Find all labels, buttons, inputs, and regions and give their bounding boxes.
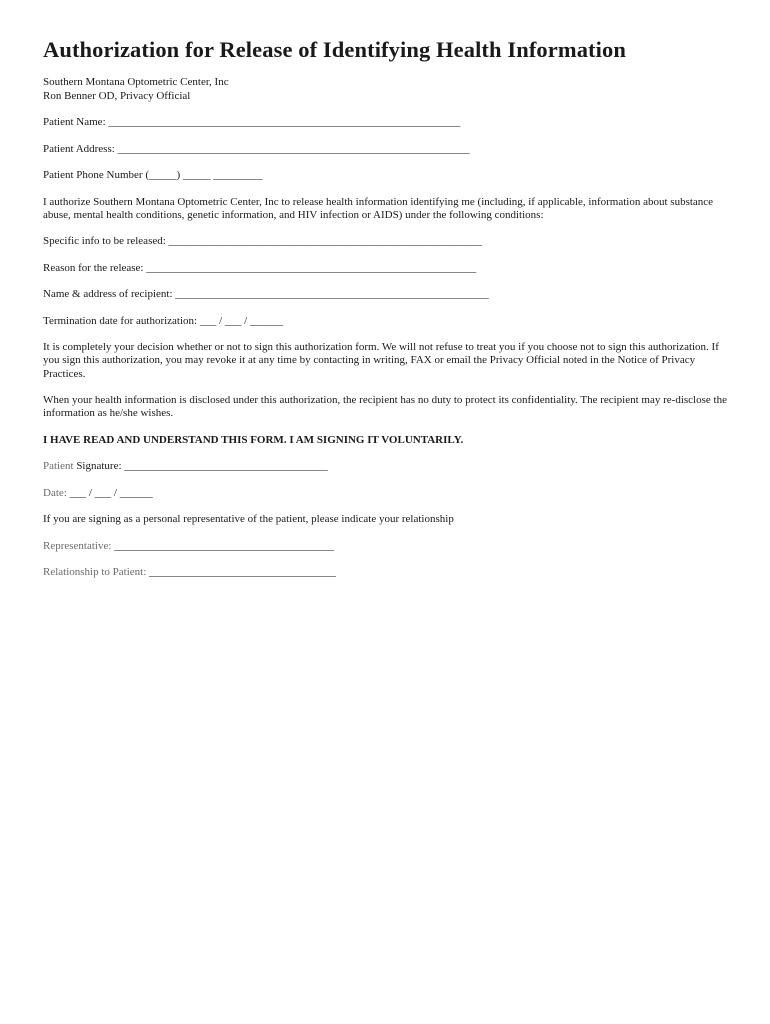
date-label: Date: [43,486,67,499]
patient-name-field[interactable] [43,116,733,130]
patient-signature-label-prefix: Patient [43,460,74,473]
relationship-label: Relationship to Patient: [43,566,147,579]
termination-date-field[interactable] [43,315,733,329]
recipient-field[interactable] [43,288,733,302]
patient-signature-label: Signature: [73,460,122,473]
specific-info-field[interactable] [43,235,733,249]
patient-signature-field[interactable] [43,460,733,474]
termination-date-blank[interactable]: ___ / ___ / ______ [197,314,283,327]
patient-address-field[interactable] [43,143,733,157]
patient-name-label: Patient Name: [43,116,106,128]
patient-phone-label: Patient Phone Number [43,169,143,181]
disclosure-paragraph: When your health information is disclosed under this authorization, the recipient has no duty to protect its confidentiality. The recipient may re-disclose the information as he/she wishes. [43,393,727,420]
privacy-official: Ron Benner OD, Privacy Official [43,89,191,102]
patient-signature-blank[interactable]: _____________________________________ [121,460,328,473]
org-name: Southern Montana Optometric Center, Inc [43,76,229,88]
acknowledgement-statement: I HAVE READ AND UNDERSTAND THIS FORM. I AM SIGNING IT VOLUNTARILY. [43,433,464,446]
patient-address-label: Patient Address: [43,142,115,155]
patient-phone-blank[interactable]: (_____) _____ _________ [142,169,263,181]
representative-field[interactable] [43,540,733,554]
specific-info-blank[interactable]: _________________________________________________________ [165,235,483,248]
decision-paragraph: It is completely your decision whether or not to sign this authorization form. We will not refuse to treat you if you choose not to sign this authorization. If you sign this authorization, you may revoke it at any time by contacting in writing, FAX or email the Privacy Official noted in the Notice of Privacy Practices. [43,341,719,380]
reason-field[interactable] [43,262,733,276]
patient-address-blank[interactable]: ________________________________________________________________ [114,142,470,155]
specific-info-label: Specific info to be released: [43,235,166,248]
relationship-field[interactable] [43,566,733,580]
representative-note: If you are signing as a personal representative of the patient, please indicate your relationship [43,513,454,526]
date-field[interactable] [43,487,733,501]
recipient-label: Name & address of recipient: [43,288,173,301]
relationship-blank[interactable]: __________________________________ [146,566,337,579]
page-title: Authorization for Release of Identifying Health Information [43,37,626,62]
recipient-blank[interactable]: _________________________________________________________ [172,288,489,301]
reason-blank[interactable]: ____________________________________________________________ [143,261,477,274]
authorization-paragraph: I authorize Southern Montana Optometric Center, Inc to release health information identifying me (including, if applicable, information about substance abuse, mental health conditions, genetic information, and HIV infection or AIDS) under the following conditions: [43,195,714,221]
patient-name-blank[interactable]: ________________________________________________________________ [105,116,461,128]
representative-label: Representative: [43,539,112,552]
reason-label: Reason for the release: [43,261,144,274]
date-blank[interactable]: ___ / ___ / ______ [66,486,153,499]
form-page [43,36,733,580]
representative-blank[interactable]: ________________________________________ [111,539,335,552]
patient-phone-field[interactable] [43,169,733,183]
termination-date-label: Termination date for authorization: [43,314,198,327]
